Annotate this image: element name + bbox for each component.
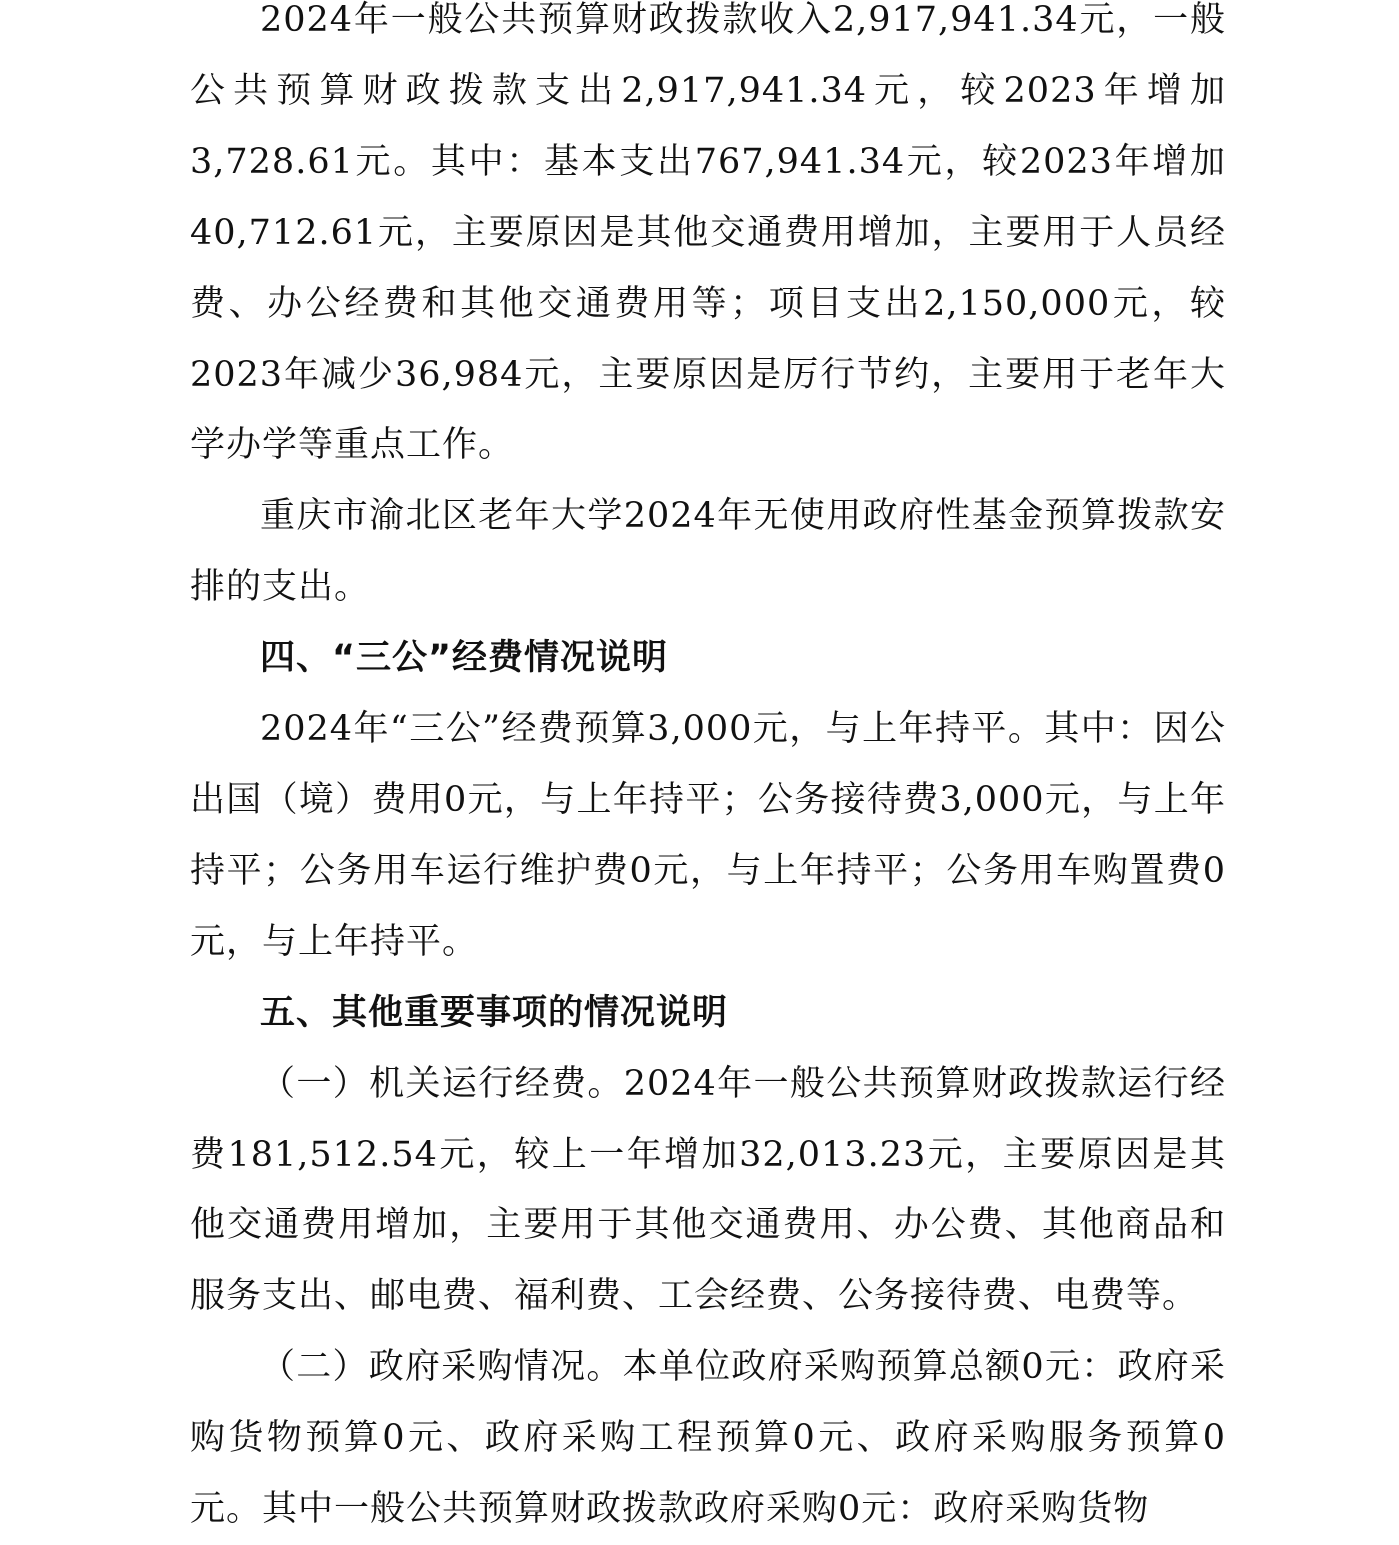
paragraph-three-public-expenses: 2024年“三公”经费预算3,000元，与上年持平。其中：因公出国（境）费用0元，与上年持平；公务接待费3,000元，与上年持平；公务用车运行维护费0元，与上年持平；公务用车购置费0元，与上年持平。 (190, 709, 1226, 962)
paragraph-government-procurement: （二）政府采购情况。本单位政府采购预算总额0元：政府采购货物预算0元、政府采购工程预算0元、政府采购服务预算0元。其中一般公共预算财政拨款政府采购0元：政府采购货物 (190, 1347, 1226, 1530)
paragraph-government-fund: 重庆市渝北区老年大学2024年无使用政府性基金预算拨款安排的支出。 (190, 496, 1226, 608)
document-page (190, 0, 1226, 1545)
paragraph-operating-expenses: （一）机关运行经费。2024年一般公共预算财政拨款运行经费181,512.54元，较上一年增加32,013.23元，主要原因是其他交通费用增加，主要用于其他交通费用、办公费、其他商品和服务支出、邮电费、福利费、工会经费、公务接待费、电费等。 (190, 1063, 1226, 1317)
paragraph-budget-expenditure: 2024年一般公共预算财政拨款收入2,917,941.34元，一般公共预算财政拨款支出2,917,941.34元，较2023年增加3,728.61元。其中：基本支出767,941.34元，较2023年增加40,712.61元，主要原因是其他交通费用增加，主要用于人员经费、办公经费和其他交通费用等；项目支出2,150,000元，较2023年减少36,984元，主要原因是厉行节约，主要用于老年大学办学等重点工作。 (190, 0, 1226, 466)
section-five-heading: 五、其他重要事项的情况说明 (260, 992, 729, 1033)
section-four-heading: 四、“三公”经费情况说明 (260, 638, 669, 679)
